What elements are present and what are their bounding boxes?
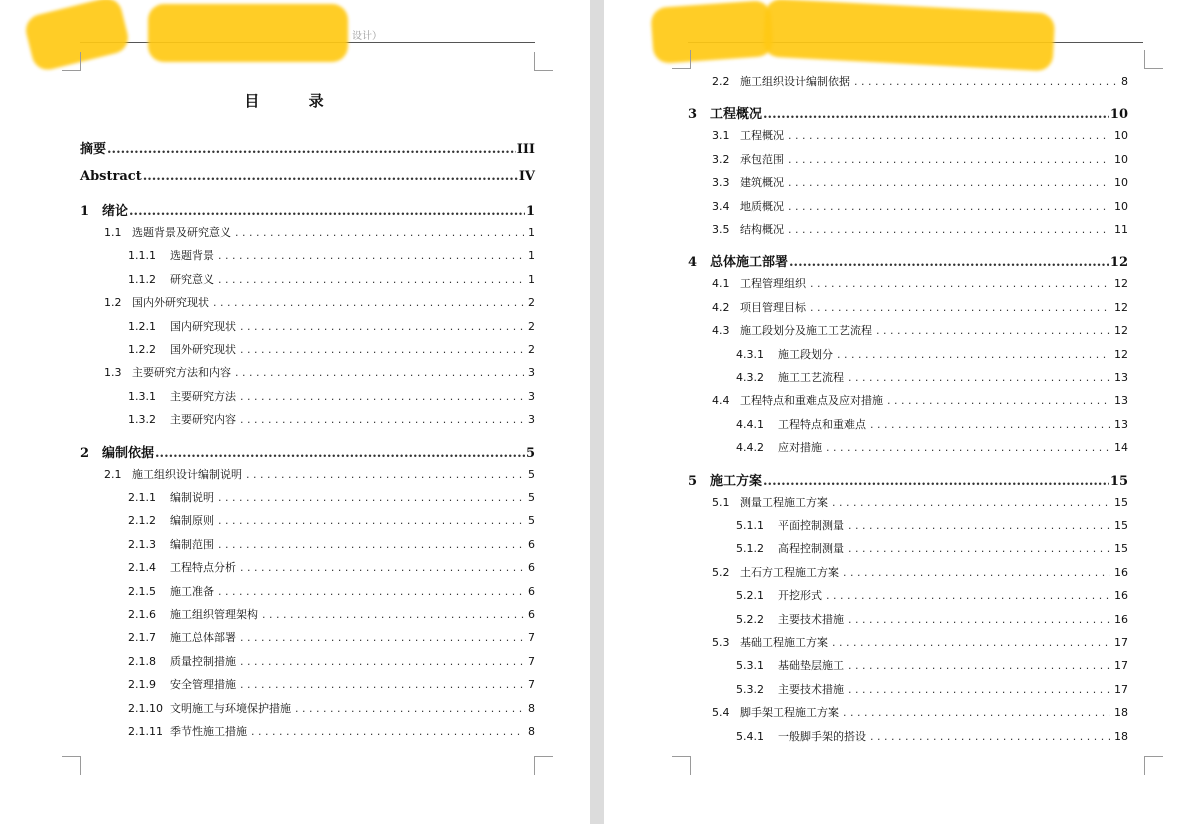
toc-leader-dots bbox=[810, 301, 1110, 314]
toc-entry[interactable] bbox=[712, 494, 1128, 510]
toc-entry[interactable] bbox=[80, 138, 535, 157]
toc-leader-dots bbox=[218, 585, 524, 598]
toc-entry[interactable] bbox=[128, 271, 535, 287]
toc-entry-number: 1.3.1 bbox=[128, 389, 156, 403]
toc-entry-number: 2.1.4 bbox=[128, 561, 156, 575]
toc-leader-dots bbox=[251, 725, 524, 738]
toc-entry-page: IV bbox=[518, 169, 535, 184]
toc-entry[interactable] bbox=[104, 224, 535, 240]
toc-entry-number: 2.1.3 bbox=[128, 537, 156, 551]
toc-leader-dots bbox=[143, 169, 518, 184]
toc-entry-page: 2 bbox=[528, 296, 535, 310]
toc-leader-dots bbox=[848, 683, 1110, 696]
toc-leader-dots bbox=[837, 348, 1110, 361]
toc-entry[interactable] bbox=[736, 439, 1128, 455]
toc-entry-page: 5 bbox=[528, 467, 535, 481]
toc-entry-page: 13 bbox=[1114, 371, 1128, 384]
toc-entry-page: 6 bbox=[528, 561, 535, 575]
toc-entry-page: 15 bbox=[1114, 519, 1128, 532]
toc-entry-number: 4.4.1 bbox=[736, 417, 764, 431]
toc-entry-page: 16 bbox=[1114, 565, 1128, 579]
toc-entry[interactable] bbox=[712, 564, 1128, 580]
crop-mark bbox=[534, 756, 553, 775]
toc-entry[interactable] bbox=[712, 151, 1128, 167]
toc-entry-number: 2.1.1 bbox=[128, 491, 156, 504]
toc-entry-number: 2.2 bbox=[712, 75, 730, 88]
toc-entry[interactable] bbox=[736, 611, 1128, 627]
toc-entry-number: 5.4.1 bbox=[736, 729, 764, 743]
toc-entry-title: 主要研究内容 bbox=[170, 413, 236, 427]
redaction-mark bbox=[650, 0, 774, 64]
toc-entry-page: III bbox=[516, 142, 535, 157]
toc-leader-dots bbox=[240, 320, 524, 333]
toc-entry-number: 4.4 bbox=[712, 394, 730, 408]
toc-leader-dots bbox=[870, 730, 1110, 743]
toc-entry-number: 2.1.7 bbox=[128, 631, 156, 645]
toc-entry-number: 5.4 bbox=[712, 706, 730, 720]
toc-entry-number: 1.2.2 bbox=[128, 343, 156, 356]
toc-entry-page: 11 bbox=[1114, 223, 1128, 236]
toc-entry-title: 质量控制措施 bbox=[170, 654, 236, 668]
toc-entry[interactable] bbox=[128, 700, 535, 716]
toc-entry-page: 8 bbox=[1121, 75, 1128, 88]
toc-leader-dots bbox=[218, 538, 524, 551]
toc-entry[interactable] bbox=[712, 198, 1128, 214]
toc-entry[interactable] bbox=[128, 411, 535, 427]
toc-entry-title: 开挖形式 bbox=[778, 589, 822, 603]
toc-leader-dots bbox=[240, 655, 524, 668]
toc-entry[interactable] bbox=[712, 634, 1128, 650]
toc-entry-page: 7 bbox=[528, 654, 535, 668]
toc-leader-dots bbox=[262, 608, 524, 621]
toc-leader-dots bbox=[788, 153, 1110, 166]
toc-leader-dots bbox=[854, 75, 1117, 88]
toc-entry[interactable] bbox=[712, 704, 1128, 720]
toc-entry-title: 施工组织设计编制说明 bbox=[132, 467, 242, 481]
crop-mark bbox=[672, 50, 691, 69]
toc-entry-number: 3.4 bbox=[712, 199, 730, 213]
toc-entry[interactable] bbox=[128, 536, 535, 552]
toc-heading: 目 录 bbox=[244, 92, 346, 110]
toc-entry-page: 6 bbox=[528, 584, 535, 598]
toc-entry-page: 12 bbox=[1114, 324, 1128, 338]
toc-entry[interactable] bbox=[104, 364, 535, 380]
toc-entry-number: 2.1.5 bbox=[128, 584, 156, 598]
toc-entry[interactable] bbox=[128, 559, 535, 575]
toc-entry-title: 高程控制测量 bbox=[778, 542, 844, 556]
toc-entry-page: 15 bbox=[1114, 495, 1128, 509]
toc-entry-title: 一般脚手架的搭设 bbox=[778, 729, 866, 743]
toc-entry-page: 15 bbox=[1109, 473, 1128, 489]
toc-leader-dots bbox=[107, 142, 516, 157]
toc-entry-page: 12 bbox=[1114, 277, 1128, 291]
document-page-right bbox=[604, 0, 1184, 824]
toc-entry-page: 12 bbox=[1114, 300, 1128, 314]
toc-entry-number: 3.3 bbox=[712, 176, 730, 190]
toc-entry-title: Abstract bbox=[80, 169, 142, 184]
toc-entry[interactable] bbox=[736, 540, 1128, 556]
toc-entry-number: 4.3 bbox=[712, 324, 730, 338]
toc-entry-title: 项目管理目标 bbox=[740, 300, 806, 314]
toc-entry[interactable] bbox=[80, 169, 535, 184]
toc-leader-dots bbox=[763, 107, 1109, 122]
toc-entry[interactable] bbox=[80, 442, 535, 461]
toc-entry-title: 编制依据 bbox=[102, 445, 155, 461]
toc-entry-title: 工程特点分析 bbox=[170, 561, 236, 575]
toc-entry-number: 4.1 bbox=[712, 277, 730, 291]
toc-leader-dots bbox=[218, 491, 524, 504]
toc-entry-page: 10 bbox=[1114, 129, 1128, 143]
toc-entry-page: 13 bbox=[1114, 417, 1128, 431]
toc-entry-page: 18 bbox=[1114, 706, 1128, 720]
toc-entry[interactable] bbox=[128, 489, 535, 505]
toc-entry[interactable] bbox=[712, 322, 1128, 338]
toc-entry-number: 4.3.1 bbox=[736, 347, 764, 361]
toc-entry-title: 施工准备 bbox=[170, 584, 214, 598]
toc-entry-number: 5.2 bbox=[712, 565, 730, 579]
toc-leader-dots bbox=[763, 474, 1109, 489]
toc-entry-page: 3 bbox=[528, 389, 535, 403]
toc-leader-dots bbox=[843, 706, 1110, 719]
toc-entry-number: 4.4.2 bbox=[736, 441, 764, 455]
toc-entry-number: 1.1.1 bbox=[128, 249, 156, 263]
redaction-mark bbox=[148, 4, 348, 62]
toc-entry-title: 脚手架工程施工方案 bbox=[740, 706, 839, 720]
toc-entry-number: 1.3 bbox=[104, 366, 122, 380]
toc-leader-dots bbox=[848, 613, 1110, 626]
toc-entry-title: 摘要 bbox=[80, 142, 107, 157]
toc-entry-page: 5 bbox=[528, 514, 535, 528]
toc-entry-title: 平面控制测量 bbox=[778, 519, 844, 532]
toc-entry-number: 5 bbox=[688, 473, 698, 489]
toc-entry-title: 施工工艺流程 bbox=[778, 371, 844, 384]
crop-mark bbox=[1144, 50, 1163, 69]
toc-entry-page: 16 bbox=[1114, 589, 1128, 603]
toc-entry[interactable] bbox=[128, 388, 535, 404]
toc-entry-title: 工程特点和重难点 bbox=[778, 417, 866, 431]
toc-leader-dots bbox=[788, 200, 1110, 213]
toc-entry[interactable] bbox=[712, 275, 1128, 291]
toc-entry[interactable] bbox=[736, 416, 1128, 432]
toc-leader-dots bbox=[832, 496, 1110, 509]
crop-mark bbox=[672, 756, 691, 775]
toc-entry-number: 1.3.2 bbox=[128, 413, 156, 427]
toc-entry-page: 3 bbox=[528, 413, 535, 427]
toc-entry[interactable] bbox=[712, 392, 1128, 408]
toc-entry[interactable] bbox=[736, 681, 1128, 697]
toc-leader-dots bbox=[240, 390, 524, 403]
toc-entry[interactable] bbox=[736, 657, 1128, 673]
toc-entry[interactable] bbox=[736, 346, 1128, 362]
toc-entry[interactable] bbox=[736, 517, 1128, 533]
toc-entry-title: 应对措施 bbox=[778, 441, 822, 455]
toc-leader-dots bbox=[848, 542, 1110, 555]
toc-entry-number: 2.1.6 bbox=[128, 608, 156, 621]
toc-entry-page: 12 bbox=[1114, 347, 1128, 361]
toc-entry-title: 主要研究方法和内容 bbox=[132, 366, 231, 380]
toc-entry-page: 10 bbox=[1114, 176, 1128, 190]
toc-leader-dots bbox=[235, 226, 524, 239]
toc-entry-title: 主要技术措施 bbox=[778, 612, 844, 626]
toc-entry-title: 国内外研究现状 bbox=[132, 296, 209, 310]
toc-entry-title: 主要研究方法 bbox=[170, 389, 236, 403]
toc-entry-title: 施工方案 bbox=[710, 473, 763, 489]
toc-entry-page: 2 bbox=[528, 319, 535, 333]
toc-entry-number: 4 bbox=[688, 255, 698, 271]
toc-entry-number: 2.1.11 bbox=[128, 725, 163, 738]
toc-entry-page: 10 bbox=[1114, 199, 1128, 213]
toc-entry-page: 10 bbox=[1114, 152, 1128, 166]
toc-entry-page: 17 bbox=[1114, 636, 1128, 649]
toc-entry-number: 4.3.2 bbox=[736, 371, 764, 384]
toc-leader-dots bbox=[240, 413, 524, 426]
toc-entry[interactable] bbox=[104, 466, 535, 482]
toc-entry-page: 12 bbox=[1109, 255, 1128, 271]
toc-leader-dots bbox=[240, 343, 524, 356]
toc-entry[interactable] bbox=[712, 221, 1128, 237]
toc-entry-title: 施工段划分及施工工艺流程 bbox=[740, 324, 872, 338]
document-page-left bbox=[0, 0, 590, 824]
toc-leader-dots bbox=[788, 223, 1110, 236]
toc-leader-dots bbox=[235, 366, 524, 379]
toc-leader-dots bbox=[826, 441, 1110, 454]
toc-leader-dots bbox=[240, 631, 524, 644]
toc-entry-number: 3.1 bbox=[712, 129, 730, 143]
toc-entry-title: 工程概况 bbox=[740, 129, 784, 143]
toc-entry-page: 1 bbox=[528, 249, 535, 263]
toc-leader-dots bbox=[876, 324, 1110, 337]
toc-entry-number: 2.1.8 bbox=[128, 654, 156, 668]
toc-entry-number: 1.2.1 bbox=[128, 319, 156, 333]
toc-entry-title: 基础垫层施工 bbox=[778, 659, 844, 673]
toc-entry[interactable] bbox=[128, 512, 535, 528]
toc-entry-title: 结构概况 bbox=[740, 223, 784, 236]
crop-mark bbox=[62, 52, 81, 71]
toc-entry-page: 1 bbox=[525, 204, 535, 219]
toc-leader-dots bbox=[789, 255, 1109, 270]
toc-entry-number: 3.5 bbox=[712, 223, 730, 236]
toc-entry[interactable] bbox=[128, 341, 535, 357]
toc-entry-title: 施工总体部署 bbox=[170, 631, 236, 645]
toc-entry-number: 5.2.2 bbox=[736, 612, 764, 626]
toc-entry[interactable] bbox=[688, 103, 1128, 122]
toc-leader-dots bbox=[832, 636, 1110, 649]
toc-leader-dots bbox=[218, 249, 524, 262]
toc-entry-title: 选题背景及研究意义 bbox=[132, 226, 231, 239]
toc-leader-dots bbox=[240, 561, 524, 574]
toc-entry-number: 3.2 bbox=[712, 152, 730, 166]
toc-entry-number: 5.3 bbox=[712, 636, 730, 649]
toc-entry-page: 17 bbox=[1114, 682, 1128, 696]
toc-entry-title: 工程概况 bbox=[710, 107, 763, 123]
toc-entry-title: 编制说明 bbox=[170, 491, 214, 504]
toc-entry-number: 1.1 bbox=[104, 226, 122, 239]
toc-entry[interactable] bbox=[712, 174, 1128, 190]
toc-entry-page: 17 bbox=[1114, 659, 1128, 673]
toc-leader-dots bbox=[887, 394, 1110, 407]
toc-entry-page: 1 bbox=[528, 226, 535, 239]
toc-entry[interactable] bbox=[128, 723, 535, 739]
toc-entry-number: 3 bbox=[688, 107, 698, 123]
toc-entry-title: 选题背景 bbox=[170, 249, 214, 263]
toc-entry-number: 5.1 bbox=[712, 495, 730, 509]
toc-entry-page: 16 bbox=[1114, 612, 1128, 626]
toc-leader-dots bbox=[788, 129, 1110, 142]
toc-entry[interactable] bbox=[128, 676, 535, 692]
toc-entry-page: 7 bbox=[528, 631, 535, 645]
toc-entry-number: 2.1.2 bbox=[128, 514, 156, 528]
toc-entry-page: 2 bbox=[528, 343, 535, 356]
toc-entry-page: 8 bbox=[528, 725, 535, 738]
toc-entry-title: 土石方工程施工方案 bbox=[740, 565, 839, 579]
toc-entry[interactable] bbox=[128, 583, 535, 599]
toc-entry-title: 总体施工部署 bbox=[710, 255, 789, 271]
toc-entry-number: 2.1.9 bbox=[128, 678, 156, 692]
toc-leader-dots bbox=[848, 659, 1110, 672]
toc-leader-dots bbox=[810, 277, 1110, 290]
toc-leader-dots bbox=[826, 589, 1110, 602]
toc-entry-title: 文明施工与环境保护措施 bbox=[170, 701, 291, 715]
toc-entry[interactable] bbox=[128, 318, 535, 334]
toc-entry[interactable] bbox=[104, 294, 535, 310]
toc-entry-title: 国内研究现状 bbox=[170, 319, 236, 333]
toc-entry[interactable] bbox=[128, 606, 535, 622]
toc-entry-title: 测量工程施工方案 bbox=[740, 495, 828, 509]
toc-entry[interactable] bbox=[128, 653, 535, 669]
toc-entry-number: 5.3.2 bbox=[736, 682, 764, 696]
toc-leader-dots bbox=[848, 519, 1110, 532]
toc-entry-page: 8 bbox=[528, 701, 535, 715]
toc-entry[interactable] bbox=[128, 629, 535, 645]
toc-entry[interactable] bbox=[712, 299, 1128, 315]
toc-entry-page: 18 bbox=[1114, 729, 1128, 743]
toc-entry-title: 施工组织设计编制依据 bbox=[740, 75, 850, 88]
toc-entry-page: 3 bbox=[528, 366, 535, 380]
toc-entry[interactable] bbox=[736, 369, 1128, 385]
toc-entry-number: 2 bbox=[80, 445, 90, 461]
toc-leader-dots bbox=[870, 418, 1110, 431]
toc-leader-dots bbox=[218, 514, 524, 527]
toc-entry-title: 建筑概况 bbox=[740, 176, 784, 190]
toc-entry-title: 承包范围 bbox=[740, 152, 784, 166]
toc-entry-title: 施工段划分 bbox=[778, 347, 833, 361]
toc-leader-dots bbox=[129, 204, 525, 219]
toc-leader-dots bbox=[246, 468, 524, 481]
toc-entry-number: 1 bbox=[80, 204, 90, 219]
toc-entry-number: 4.2 bbox=[712, 300, 730, 314]
toc-entry-page: 15 bbox=[1114, 542, 1128, 556]
toc-entry-page: 5 bbox=[528, 491, 535, 504]
crop-mark bbox=[534, 52, 553, 71]
toc-entry-number: 5.1.1 bbox=[736, 519, 764, 532]
toc-entry-title: 主要技术措施 bbox=[778, 682, 844, 696]
toc-entry-title: 施工组织管理架构 bbox=[170, 608, 258, 621]
toc-entry[interactable] bbox=[688, 470, 1128, 489]
toc-entry[interactable] bbox=[712, 73, 1128, 89]
toc-entry-title: 国外研究现状 bbox=[170, 343, 236, 356]
crop-mark bbox=[1144, 756, 1163, 775]
toc-entry-number: 1.2 bbox=[104, 296, 122, 310]
toc-entry-title: 绪论 bbox=[102, 204, 129, 219]
toc-leader-dots bbox=[155, 446, 525, 461]
toc-entry-number: 5.2.1 bbox=[736, 589, 764, 603]
toc-entry[interactable] bbox=[128, 247, 535, 263]
toc-entry-number: 5.1.2 bbox=[736, 542, 764, 556]
toc-entry-page: 1 bbox=[528, 272, 535, 286]
toc-entry-page: 14 bbox=[1114, 441, 1128, 455]
toc-entry-title: 地质概况 bbox=[740, 199, 784, 213]
toc-leader-dots bbox=[848, 371, 1110, 384]
toc-entry-title: 安全管理措施 bbox=[170, 678, 236, 692]
toc-entry-page: 6 bbox=[528, 608, 535, 621]
toc-entry-title: 编制原则 bbox=[170, 514, 214, 528]
toc-entry[interactable] bbox=[736, 728, 1128, 744]
toc-entry-page: 6 bbox=[528, 537, 535, 551]
toc-entry-title: 研究意义 bbox=[170, 272, 214, 286]
redaction-mark bbox=[763, 0, 1056, 72]
toc-entry-number: 2.1.10 bbox=[128, 701, 163, 715]
toc-entry[interactable] bbox=[736, 587, 1128, 603]
toc-leader-dots bbox=[843, 566, 1110, 579]
toc-entry[interactable] bbox=[80, 200, 535, 219]
toc-entry-page: 10 bbox=[1109, 107, 1128, 123]
toc-entry-title: 工程特点和重难点及应对措施 bbox=[740, 394, 883, 408]
toc-leader-dots bbox=[240, 678, 524, 691]
toc-entry-page: 5 bbox=[525, 445, 535, 461]
toc-entry-page: 7 bbox=[528, 678, 535, 692]
toc-entry-number: 1.1.2 bbox=[128, 272, 156, 286]
toc-entry-title: 工程管理组织 bbox=[740, 277, 806, 291]
toc-entry-number: 2.1 bbox=[104, 467, 122, 481]
toc-leader-dots bbox=[213, 296, 524, 309]
page-gutter bbox=[590, 0, 604, 824]
toc-entry-title: 编制范围 bbox=[170, 537, 214, 551]
toc-entry[interactable] bbox=[712, 127, 1128, 143]
toc-entry-number: 5.3.1 bbox=[736, 659, 764, 673]
toc-leader-dots bbox=[295, 702, 524, 715]
toc-leader-dots bbox=[218, 273, 524, 286]
toc-entry-title: 季节性施工措施 bbox=[170, 725, 247, 738]
header-text: 设计） bbox=[352, 31, 382, 42]
toc-entry-title: 基础工程施工方案 bbox=[740, 636, 828, 649]
toc-entry[interactable] bbox=[688, 251, 1128, 270]
toc-leader-dots bbox=[788, 176, 1110, 189]
toc-entry-page: 13 bbox=[1114, 394, 1128, 408]
crop-mark bbox=[62, 756, 81, 775]
